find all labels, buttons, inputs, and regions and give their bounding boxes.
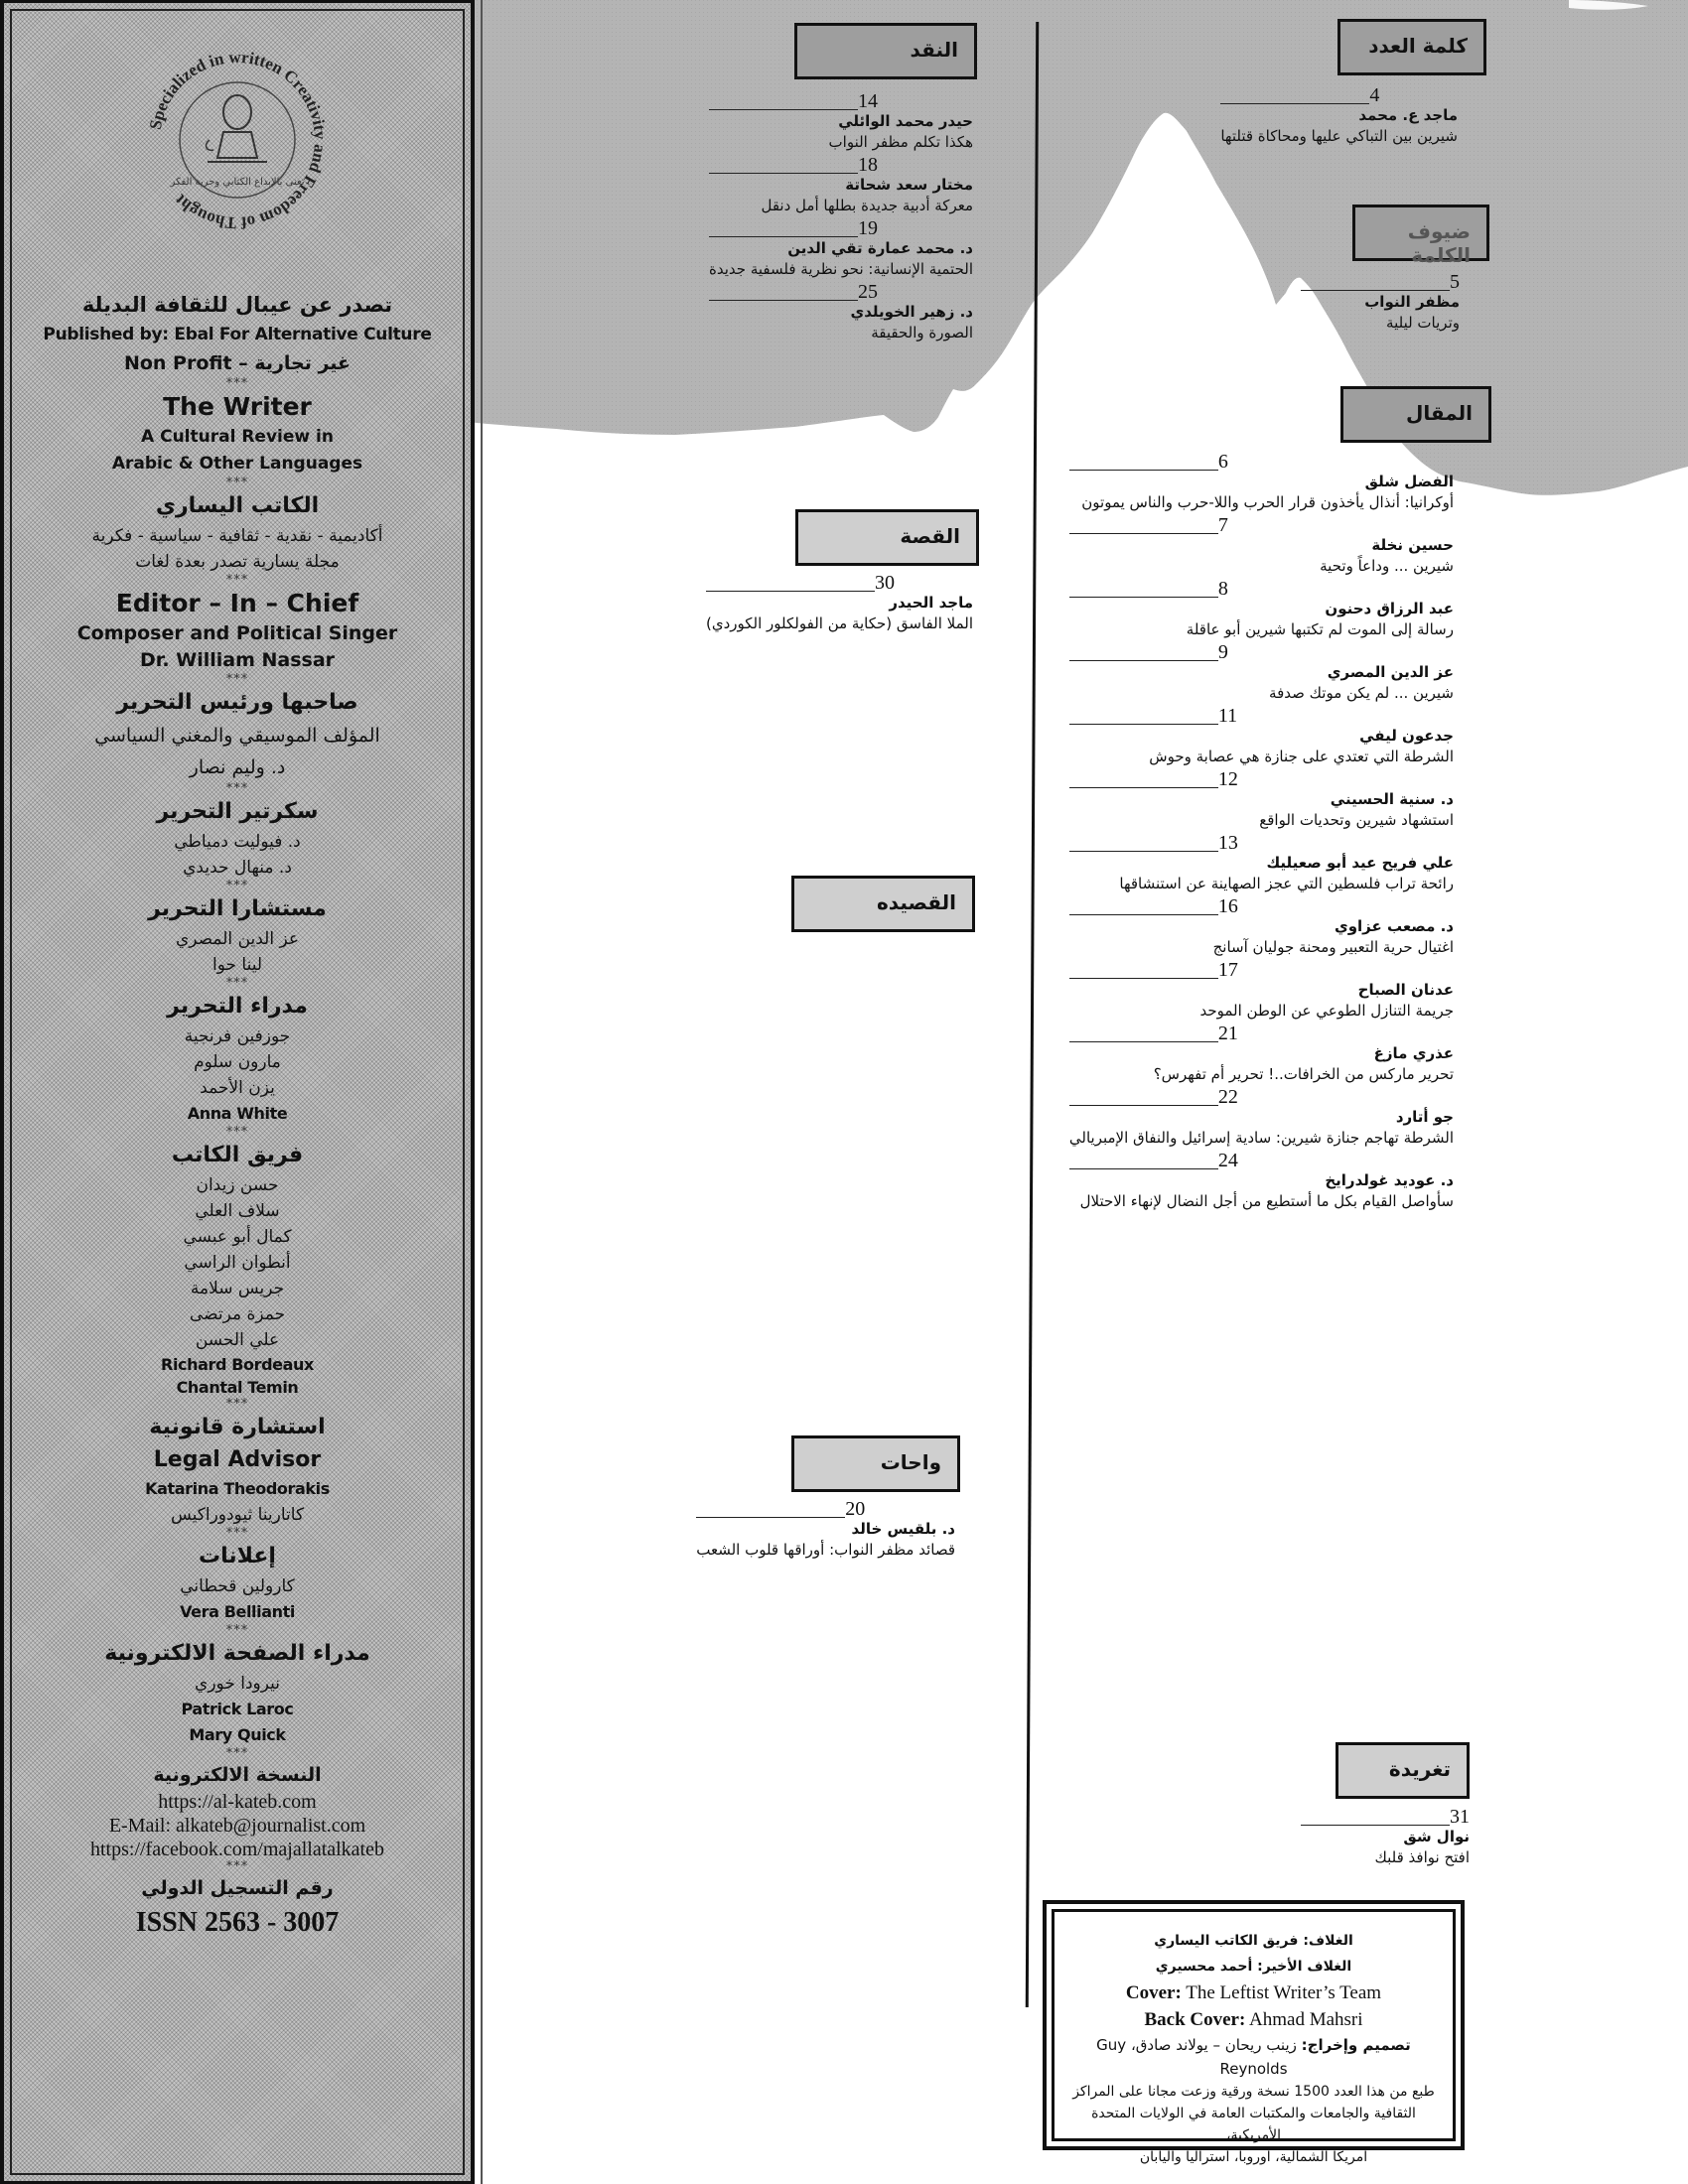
advisor-name: لينا حوا xyxy=(211,955,263,975)
team-member-en: Richard Bordeaux xyxy=(161,1355,314,1374)
entry-title: استشهاد شيرين وتحديات الواقع xyxy=(1259,811,1454,829)
web-heading: مدراء الصفحة الالكترونية xyxy=(104,1641,370,1666)
team-heading: فريق الكاتب xyxy=(171,1143,304,1167)
section-header-articles xyxy=(1340,386,1491,443)
entry-title: الصورة والحقيقة xyxy=(871,324,973,341)
section-label: القصة xyxy=(900,524,960,548)
ads-heading: إعلانات xyxy=(199,1544,276,1569)
section-header-guests xyxy=(1352,205,1489,267)
page-number: 20 xyxy=(845,1498,866,1520)
page-number: 14 xyxy=(858,90,879,112)
toc-entry[interactable] xyxy=(1069,1149,1454,1212)
team-member: جريس سلامة xyxy=(190,1279,285,1298)
entry-author: ماجد ع. محمد xyxy=(1358,106,1458,124)
separator-stars: *** xyxy=(225,1526,249,1541)
separator-stars: *** xyxy=(225,1125,249,1140)
separator-stars: *** xyxy=(225,1859,249,1874)
toc-entry[interactable] xyxy=(706,571,973,634)
entry-author: حسين نخلة xyxy=(1371,536,1454,554)
entry-author: د. عوديد غولدرايخ xyxy=(1325,1171,1454,1189)
page-number: 16 xyxy=(1217,895,1238,917)
toc-entry[interactable] xyxy=(1069,894,1454,958)
design-value: زينب ريحان – يولاند صادق، Guy Reynolds xyxy=(1096,2036,1297,2078)
entry-author: عذري مازغ xyxy=(1373,1044,1454,1062)
entry-title: وتريات ليلية xyxy=(1386,314,1460,332)
toc-entry[interactable] xyxy=(1069,513,1454,577)
entry-title: هكذا تكلم مظفر النواب xyxy=(828,133,973,151)
section-header-story xyxy=(795,509,979,566)
entry-title: شيرين ... وداعاً وتحية xyxy=(1320,557,1454,575)
ads-name-en: Vera Bellianti xyxy=(180,1602,295,1621)
web-name-en: Patrick Laroc xyxy=(181,1700,294,1718)
legal-heading-en: Legal Advisor xyxy=(153,1447,322,1472)
back-cover-value-ar: أحمد محسيري xyxy=(1155,1959,1253,1975)
entry-title: افتح نوافذ قلبك xyxy=(1374,1848,1470,1866)
entry-author: ماجد الحيدر xyxy=(889,594,973,612)
toc-entry[interactable] xyxy=(1069,1085,1454,1149)
page-number: 19 xyxy=(858,217,879,239)
separator-stars: *** xyxy=(225,376,249,391)
toc-entry[interactable] xyxy=(709,216,973,280)
toc-entry[interactable] xyxy=(1069,767,1454,831)
entry-title: قصائد مظفر النواب: أوراقها قلوب الشعب xyxy=(696,1541,955,1559)
rule-line xyxy=(1069,533,1218,534)
toc-entry[interactable] xyxy=(1301,1805,1470,1868)
page-number: 22 xyxy=(1217,1086,1238,1108)
section-label: واحات xyxy=(880,1450,941,1474)
cover-value-en: The Leftist Writer’s Team xyxy=(1186,1982,1382,2003)
team-member: حمزة مرتضى xyxy=(189,1304,286,1324)
separator-stars: *** xyxy=(225,879,249,893)
rule-line xyxy=(1220,103,1369,104)
manager-name-en: Anna White xyxy=(187,1104,288,1123)
toc-guests xyxy=(1301,270,1460,334)
manager-name: مارون سلوم xyxy=(194,1052,281,1072)
separator-stars: *** xyxy=(225,1397,249,1412)
team-member-en: Chantal Temin xyxy=(176,1378,299,1397)
section-header-oases xyxy=(791,1435,960,1492)
toc-entry[interactable] xyxy=(1069,704,1454,767)
masthead-border-line xyxy=(481,0,483,2184)
secretary-heading: سكرتير التحرير xyxy=(156,799,319,824)
rule-line xyxy=(1069,724,1218,725)
magazine-subtitle-1: A Cultural Review in xyxy=(141,427,334,447)
entry-author: مظفر النواب xyxy=(1364,293,1460,311)
entry-author: د. بلقيس خالد xyxy=(851,1520,955,1538)
toc-entry[interactable] xyxy=(1069,450,1454,513)
secretary-name: د. منهال حديدي xyxy=(183,858,292,878)
entry-title: معركة أدبية جديدة بطلها أمل دنقل xyxy=(761,197,973,214)
toc-entry[interactable] xyxy=(1069,577,1454,640)
toc-articles xyxy=(1069,450,1454,1212)
ads-name-ar: كارولين قحطاني xyxy=(180,1576,295,1596)
team-member: حسن زيدان xyxy=(196,1175,279,1195)
email-link[interactable]: E-Mail: alkateb@journalist.com xyxy=(108,1815,366,1837)
design-credit xyxy=(1064,2033,1443,2081)
entry-author: الفضل شلق xyxy=(1364,473,1454,490)
separator-stars: *** xyxy=(225,476,249,490)
entry-title: سأواصل القيام بكل ما أستطيع من أجل النضال لإنهاء الاحتلال xyxy=(1079,1192,1454,1210)
magazine-title-en: The Writer xyxy=(163,392,312,421)
entry-title: اغتيال حرية التعبير ومحنة جوليان آسانج xyxy=(1212,938,1454,956)
toc-entry[interactable] xyxy=(709,153,973,216)
entry-title: شيرين ... لم يكن موتك صدفة xyxy=(1269,684,1454,702)
entry-title: الحتمية الإنسانية: نحو نظرية فلسفية جديدة xyxy=(709,260,973,278)
publisher-english: Published by: Ebal For Alternative Culture xyxy=(43,325,432,344)
section-label: تغريدة xyxy=(1388,1757,1451,1781)
entry-title: جريمة التنازل الطوعي عن الوطن الموحد xyxy=(1199,1002,1454,1020)
legal-name-ar: كاتارينا ثيودوراكيس xyxy=(170,1505,305,1525)
toc-criticism xyxy=(709,89,973,343)
team-member: كمال أبو عبسي xyxy=(183,1227,292,1247)
section-label: كلمة العدد xyxy=(1368,34,1468,58)
page-number: 11 xyxy=(1217,705,1238,727)
rule-line xyxy=(709,236,858,237)
magazine-title-ar: الكاتب اليساري xyxy=(155,493,320,518)
page-number: 12 xyxy=(1217,768,1238,790)
rule-line xyxy=(709,300,858,301)
editor-role-en: Composer and Political Singer xyxy=(76,622,398,644)
svg-text:Specialized in written Creativ: Specialized in written Creativity and Freedom of Thought xyxy=(145,47,331,233)
back-cover-credit-ar xyxy=(1064,1954,1443,1979)
page-number: 13 xyxy=(1217,832,1238,854)
rule-line xyxy=(1069,851,1218,852)
toc-entry[interactable] xyxy=(1069,1022,1454,1085)
page-number: 4 xyxy=(1369,84,1380,106)
page-number: 31 xyxy=(1450,1806,1470,1828)
entry-title: رائحة تراب فلسطين التي عجز الصهاينة عن استنشاقها xyxy=(1119,875,1454,892)
advisors-heading: مستشارا التحرير xyxy=(148,896,327,921)
print-note-1: طبع من هذا العدد 1500 نسخة ورقية وزعت مجانا على المراكز xyxy=(1072,2084,1435,2100)
editor-name-en: Dr. William Nassar xyxy=(139,649,336,671)
separator-stars: *** xyxy=(225,1746,249,1761)
rule-line xyxy=(1069,470,1218,471)
rule-line xyxy=(709,109,858,110)
toc-entry[interactable] xyxy=(1301,270,1460,334)
section-label: النقد xyxy=(910,38,958,62)
publisher-arabic: تصدر عن عيبال للثقافة البديلة xyxy=(81,293,393,317)
page-number: 5 xyxy=(1450,271,1460,293)
cover-credit-ar xyxy=(1064,1928,1443,1954)
entry-author: عبد الرزاق دحنون xyxy=(1325,600,1454,617)
entry-author: نوال شق xyxy=(1403,1828,1470,1845)
advisor-name: عز الدين المصري xyxy=(176,929,299,949)
rule-line xyxy=(1069,787,1218,788)
entry-author: د. مصعب عزاوي xyxy=(1334,917,1454,935)
entry-author: حيدر محمد الوائلي xyxy=(838,112,973,130)
toc-entry[interactable] xyxy=(709,280,973,343)
back-cover-credit-en xyxy=(1064,2006,1443,2033)
website-link[interactable]: https://al-kateb.com xyxy=(158,1791,317,1813)
separator-stars: *** xyxy=(225,672,249,687)
nonprofit-label: Non Profit – غير تجارية xyxy=(123,352,352,374)
team-member: علي الحسن xyxy=(195,1330,280,1350)
rule-line xyxy=(1069,1105,1218,1106)
print-note-3: أمريكا الشمالية، أوروبا، أستراليا واليابان xyxy=(1139,2149,1368,2165)
toc-entry[interactable] xyxy=(1220,83,1458,147)
editor-role-ar: المؤلف الموسيقي والمغني السياسي xyxy=(94,725,380,747)
editor-name-ar: د. وليم نصار xyxy=(189,756,286,778)
rule-line xyxy=(1069,1041,1218,1042)
toc-entry[interactable] xyxy=(1069,831,1454,894)
rule-line xyxy=(1069,1168,1218,1169)
web-name-en: Mary Quick xyxy=(189,1725,286,1744)
magazine-subtitle-2: Arabic & Other Languages xyxy=(111,454,363,474)
rule-line xyxy=(706,591,875,592)
secretary-name: د. فيوليت دمياطي xyxy=(174,832,301,852)
entry-title: أوكرانيا: أنذال يأخذون قرار الحرب واللا-حرب والناس يموتون xyxy=(1081,493,1454,511)
toc-entry[interactable] xyxy=(1069,958,1454,1022)
entry-author: عدنان الصباح xyxy=(1357,981,1454,999)
entry-author: د. محمد عمارة تقي الدين xyxy=(787,239,973,257)
rule-line xyxy=(709,173,858,174)
web-name-ar: نيرودا خوري xyxy=(195,1674,280,1694)
issn-number: ISSN 2563 - 3007 xyxy=(135,1907,340,1938)
credits-box xyxy=(1043,1900,1465,2165)
entry-title: رسالة إلى الموت لم تكتبها شيرين أبو عاقلة xyxy=(1186,620,1454,638)
cover-label-en: Cover: xyxy=(1125,1982,1182,2003)
section-header-editorial xyxy=(1337,19,1486,75)
rule-line xyxy=(1069,914,1218,915)
cover-label-ar: الغلاف: xyxy=(1303,1933,1353,1949)
separator-stars: *** xyxy=(225,781,249,796)
back-cover-label-en: Back Cover: xyxy=(1144,2009,1246,2030)
rule-line xyxy=(1301,290,1450,291)
entry-title: الشرطة تهاجم جنازة شيرين: سادية إسرائيل والنفاق الإمبريالي xyxy=(1068,1129,1454,1147)
print-note-2: الثقافية والجامعات والمكتبات العامة في الولايات المتحدة الأمريكية، xyxy=(1091,2106,1416,2143)
page-number: 6 xyxy=(1217,451,1228,473)
edition-heading: النسخة الالكترونية xyxy=(153,1764,322,1786)
entry-author: د. زهير الخويلدي xyxy=(850,303,973,321)
toc-tweet xyxy=(1301,1805,1470,1868)
separator-stars: *** xyxy=(225,1623,249,1638)
section-label: المقال xyxy=(1405,401,1473,425)
separator-stars: *** xyxy=(225,976,249,991)
magazine-desc-ar-2: مجلة يسارية تصدر بعدة لغات xyxy=(135,552,340,572)
managers-heading: مدراء التحرير xyxy=(167,994,308,1019)
rule-line xyxy=(1069,660,1218,661)
toc-entry[interactable] xyxy=(709,89,973,153)
entry-title: شيرين بين التباكي عليها ومحاكاة قتلتها xyxy=(1220,127,1458,145)
design-label: تصميم وإخراج: xyxy=(1301,2036,1411,2054)
team-member: أنطوان الراسي xyxy=(184,1253,291,1273)
editor-heading-ar: صاحبها ورئيس التحرير xyxy=(116,690,358,715)
manager-name: يزن الأحمد xyxy=(200,1078,275,1098)
editor-heading-en: Editor – In – Chief xyxy=(115,589,359,617)
toc-entry[interactable] xyxy=(696,1497,955,1561)
toc-entry[interactable] xyxy=(1069,640,1454,704)
page-number: 8 xyxy=(1217,578,1228,600)
masthead-panel xyxy=(0,0,475,2184)
section-label: القصيده xyxy=(877,890,956,914)
back-cover-label-ar: الغلاف الأخير: xyxy=(1257,1959,1352,1975)
page-number: 7 xyxy=(1217,514,1228,536)
entry-author: د. سنية الحسيني xyxy=(1330,790,1454,808)
toc-story xyxy=(706,571,973,634)
toc-oases xyxy=(696,1497,955,1561)
svg-text:تعنى بالإبداع الكتابي وحرية ال: تعنى بالإبداع الكتابي وحرية الفكر xyxy=(170,177,305,188)
legal-heading-ar: استشارة قانونية xyxy=(149,1415,326,1439)
page-number: 24 xyxy=(1217,1150,1238,1171)
page-number: 30 xyxy=(875,572,895,594)
entry-author: عز الدين المصري xyxy=(1327,663,1454,681)
back-cover-value-en: Ahmad Mahsri xyxy=(1249,2009,1363,2030)
rule-line xyxy=(1301,1825,1450,1826)
cover-credit-en xyxy=(1064,1979,1443,2006)
magazine-desc-ar-1: أكاديمية - نقدية - ثقافية - سياسية - فكرية xyxy=(91,526,383,546)
rule-line xyxy=(696,1517,845,1518)
section-label: ضيوف الكلمة xyxy=(1407,219,1471,267)
entry-author: علي فريح عيد أبو صعيليك xyxy=(1266,854,1454,872)
entry-title: تحرير ماركس من الخرافات..! تحرير أم تفهرس؟ xyxy=(1153,1065,1454,1083)
toc-editorial xyxy=(1220,83,1458,147)
rule-line xyxy=(1069,978,1218,979)
section-header-criticism xyxy=(794,23,977,79)
cover-value-ar: فريق الكاتب اليساري xyxy=(1154,1933,1299,1949)
team-member: سلاف العلي xyxy=(195,1201,280,1221)
entry-author: جدعون ليفي xyxy=(1359,727,1454,745)
page-number: 17 xyxy=(1217,959,1238,981)
rule-line xyxy=(1069,597,1218,598)
section-header-tweet xyxy=(1336,1742,1470,1799)
page-number: 21 xyxy=(1217,1023,1238,1044)
separator-stars: *** xyxy=(225,573,249,588)
manager-name: جوزفين فرنجية xyxy=(184,1026,291,1046)
issn-heading: رقم التسجيل الدولي xyxy=(141,1877,334,1899)
writer-emblem-icon xyxy=(138,41,337,239)
section-header-poem xyxy=(791,876,975,932)
page-number: 25 xyxy=(858,281,879,303)
entry-title: الشرطة التي تعتدي على جنازة هي عصابة وحوش xyxy=(1149,748,1454,765)
legal-name-en: Katarina Theodorakis xyxy=(145,1479,330,1498)
facebook-link[interactable]: https://facebook.com/majallatalkateb xyxy=(89,1839,384,1860)
page-number: 18 xyxy=(858,154,879,176)
page-number: 9 xyxy=(1217,641,1228,663)
entry-title: الملا الفاسق (حكاية من الفولكلور الكوردي) xyxy=(706,614,973,632)
entry-author: جو أتارد xyxy=(1395,1108,1454,1126)
entry-author: مختار سعد شحاتة xyxy=(845,176,973,194)
